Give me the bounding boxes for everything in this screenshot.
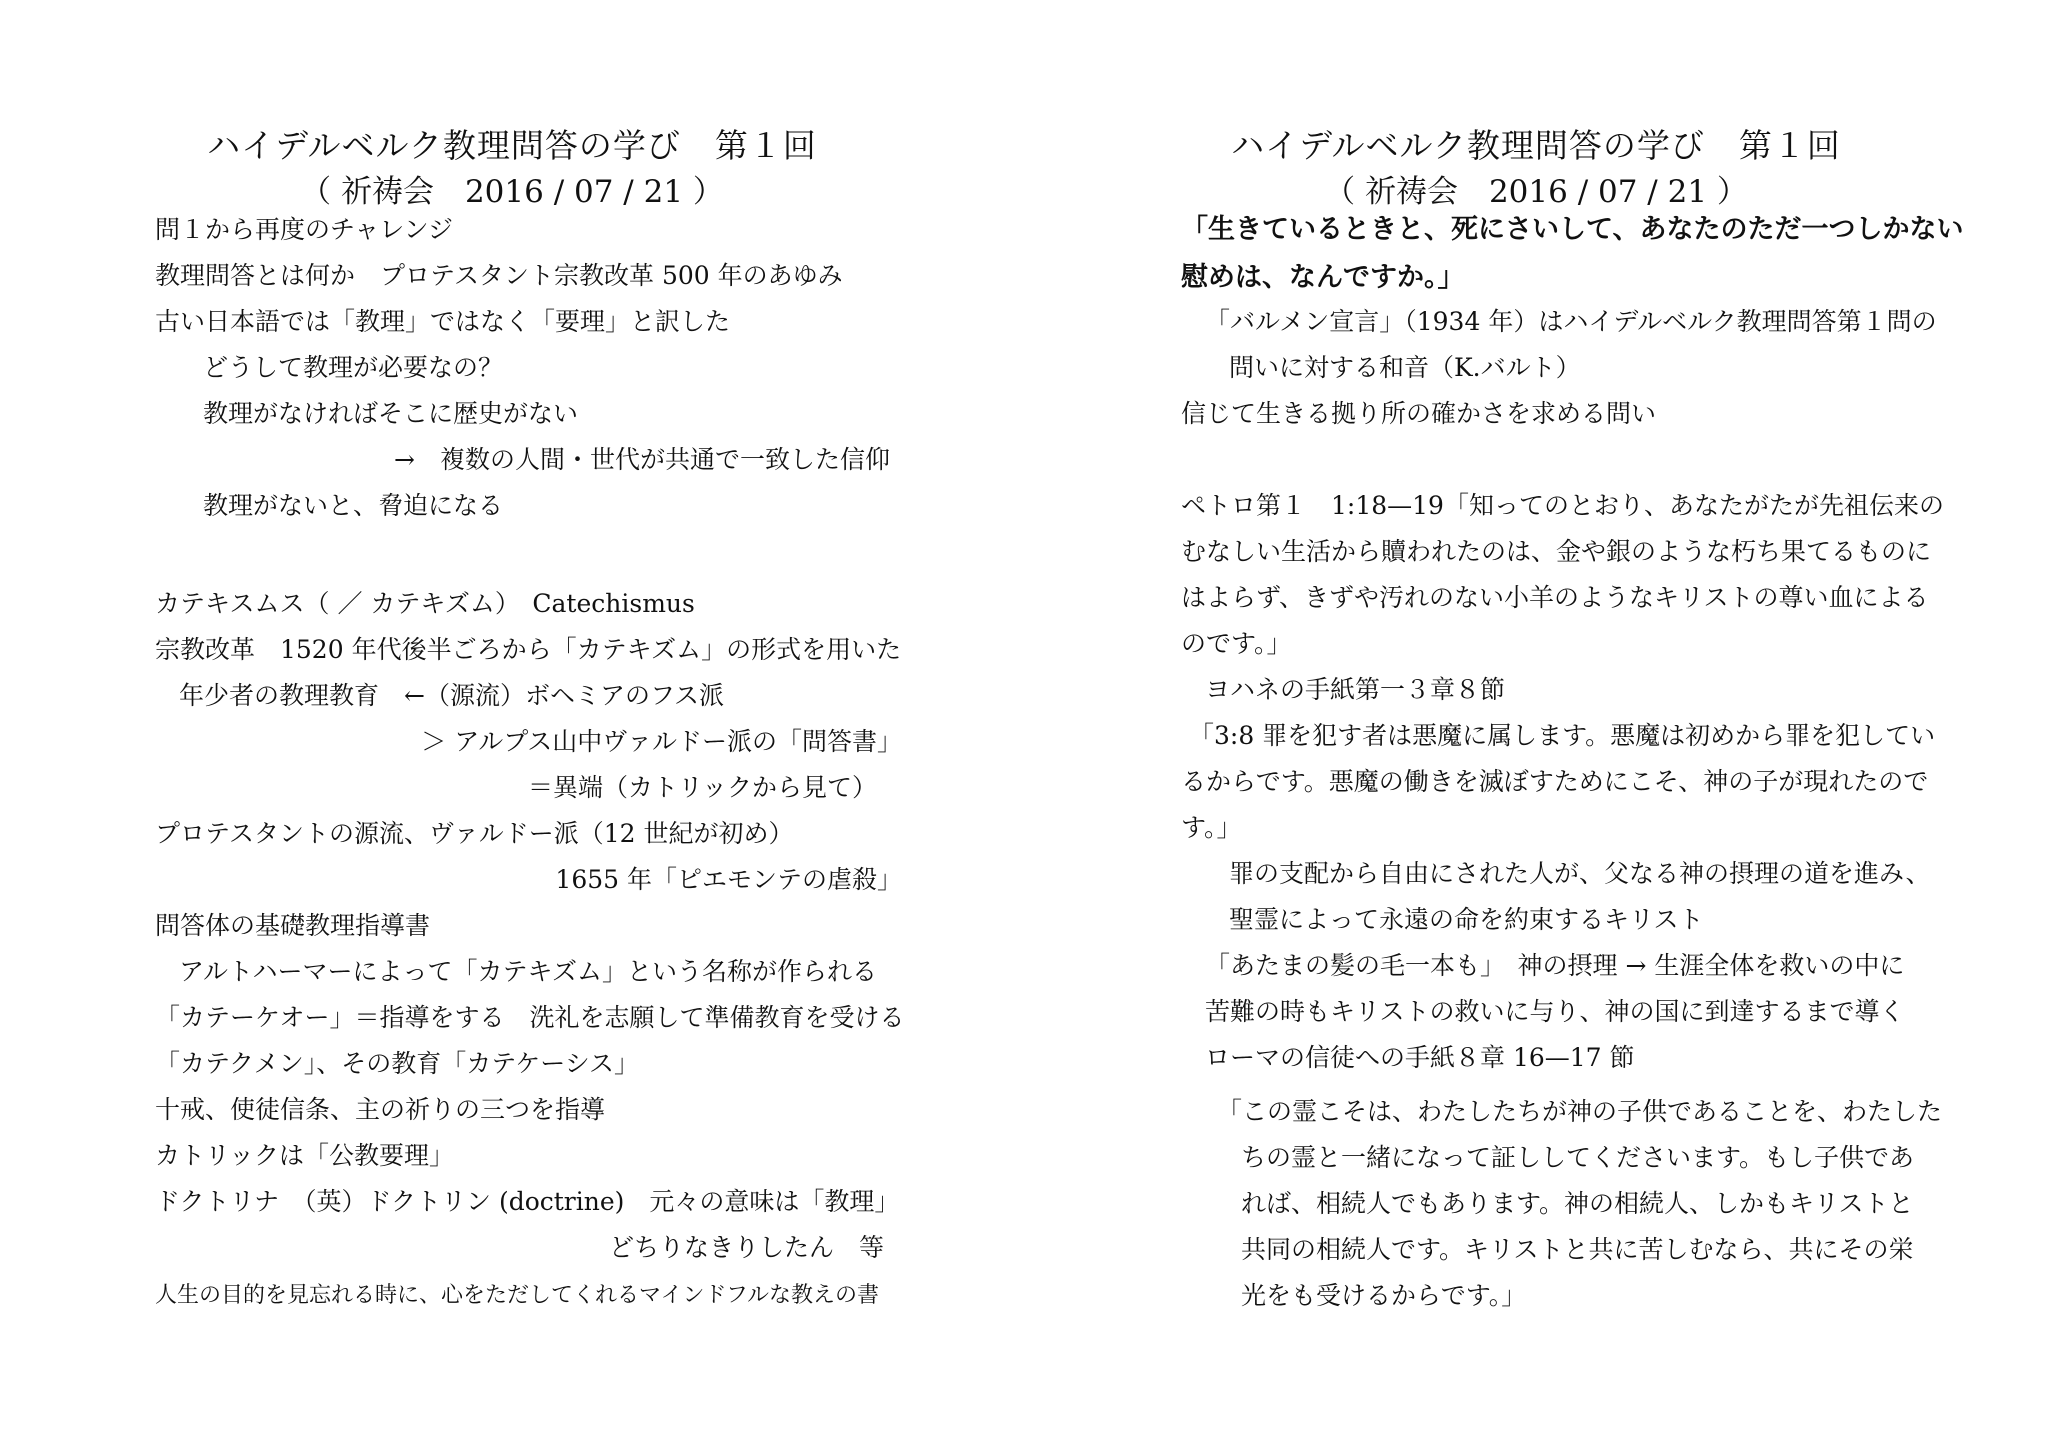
text-line: アルトハーマーによって「カテキズム」という名称が作られる [179, 957, 878, 986]
text-line: 「カテクメン」、その教育「カテケーシス」 [155, 1049, 640, 1078]
text-line: 教理がなければそこに歴史がない [203, 399, 579, 428]
text-line: ローマの信徒への手紙８章 16—17 節 [1205, 1043, 1635, 1072]
text-line: 聖霊によって永遠の命を約束するキリスト [1229, 905, 1704, 934]
text-line: 年少者の教理教育 ←（源流）ボヘミアのフス派 [179, 681, 724, 710]
text-line: ＞ アルプス山中ヴァルドー派の「問答書」 [421, 727, 902, 756]
text-line: 信じて生きる拠り所の確かさを求める問い [1181, 399, 1657, 428]
text-line: のです。」 [1181, 629, 1292, 658]
text-line: ヨハネの手紙第一３章８節 [1205, 675, 1506, 704]
text-line: どちりなきりしたん 等 [608, 1233, 884, 1262]
text-line: 苦難の時もキリストの救いに与り、神の国に到達するまで導く [1205, 997, 1905, 1026]
text-line: 「バルメン宣言」（1934 年）はハイデルベルク教理問答第１問の [1205, 307, 1937, 336]
text-line: ちの霊と一緒になって証ししてくださいます。もし子供であ [1241, 1143, 1915, 1172]
right-page-title: ハイデルベルク教理問答の学び 第１回 [1231, 126, 1841, 165]
text-line: 人生の目的を見忘れる時に、心をただしてくれるマインドフルな教えの書 [155, 1283, 880, 1308]
right-page [1024, 0, 2048, 1449]
right-page-date: （ 祈祷会 2016 / 07 / 21 ） [1324, 174, 1748, 210]
text-line: 1655 年「ピエモンテの虐殺」 [555, 865, 902, 894]
text-line: 教理がないと、脅迫になる [203, 491, 504, 520]
text-line: カテキスムス（ ／ カテキズム） Catechismus [155, 589, 695, 618]
text-line: す。」 [1181, 813, 1242, 842]
left-page-date: （ 祈祷会 2016 / 07 / 21 ） [300, 174, 724, 210]
text-line: ドクトリナ （英）ドクトリン (doctrine) 元々の意味は「教理」 [155, 1187, 900, 1216]
text-line: 罪の支配から自由にされた人が、父なる神の摂理の道を進み、 [1229, 859, 1931, 888]
text-line: → 複数の人間・世代が共通で一致した信仰 [394, 445, 890, 474]
text-line: 「3:8 罪を犯す者は悪魔に属します。悪魔は初めから罪を犯してい [1189, 721, 1936, 750]
text-line: 宗教改革 1520 年代後半ごろから「カテキズム」の形式を用いた [155, 635, 902, 664]
text-line: 十戒、使徒信条、主の祈りの三つを指導 [155, 1095, 606, 1124]
text-line: 光をも受けるからです。」 [1241, 1281, 1527, 1310]
catechism-question: 慰めは、なんですか。」 [1181, 262, 1465, 293]
text-line: カトリックは「公教要理」 [155, 1141, 455, 1170]
text-line: 「あたまの髪の毛一本も」 神の摂理 → 生涯全体を救いの中に [1205, 951, 1905, 980]
text-line: 問答体の基礎教理指導書 [155, 911, 431, 940]
text-line: プロテスタントの源流、ヴァルドー派（12 世紀が初め） [155, 819, 794, 848]
text-line: はよらず、きずや汚れのない小羊のようなキリストの尊い血による [1181, 583, 1929, 612]
text-line: 古い日本語では「教理」ではなく「要理」と訳した [155, 307, 731, 336]
text-line: 共同の相続人です。キリストと共に苦しむなら、共にその栄 [1241, 1235, 1914, 1264]
text-line: れば、相続人でもあります。神の相続人、しかもキリストと [1241, 1189, 1914, 1218]
catechism-question: 「生きているときと、死にさいして、あなたのただ一つしかない [1181, 214, 1964, 245]
text-line: るからです。悪魔の働きを滅ぼすためにこそ、神の子が現れたので [1181, 767, 1929, 796]
text-line: ペトロ第１ 1:18—19「知ってのとおり、あなたがたが先祖伝来の [1181, 491, 1944, 520]
text-line: 教理問答とは何か プロテスタント宗教改革 500 年のあゆみ [155, 261, 843, 290]
text-line: 問いに対する和音（K.バルト） [1229, 353, 1581, 382]
text-line: ＝異端（カトリックから見て） [527, 773, 877, 802]
text-line: 「カテーケオー」＝指導をする 洗礼を志願して準備教育を受ける [155, 1003, 905, 1032]
text-line: むなしい生活から贖われたのは、金や銀のような朽ち果てるものに [1181, 537, 1932, 566]
text-line: どうして教理が必要なの？ [203, 353, 504, 382]
text-line: 問１から再度のチャレンジ [155, 215, 454, 244]
left-page-title: ハイデルベルク教理問答の学び 第１回 [207, 126, 817, 165]
text-line: 「この霊こそは、わたしたちが神の子供であることを、わたした [1217, 1097, 1943, 1126]
